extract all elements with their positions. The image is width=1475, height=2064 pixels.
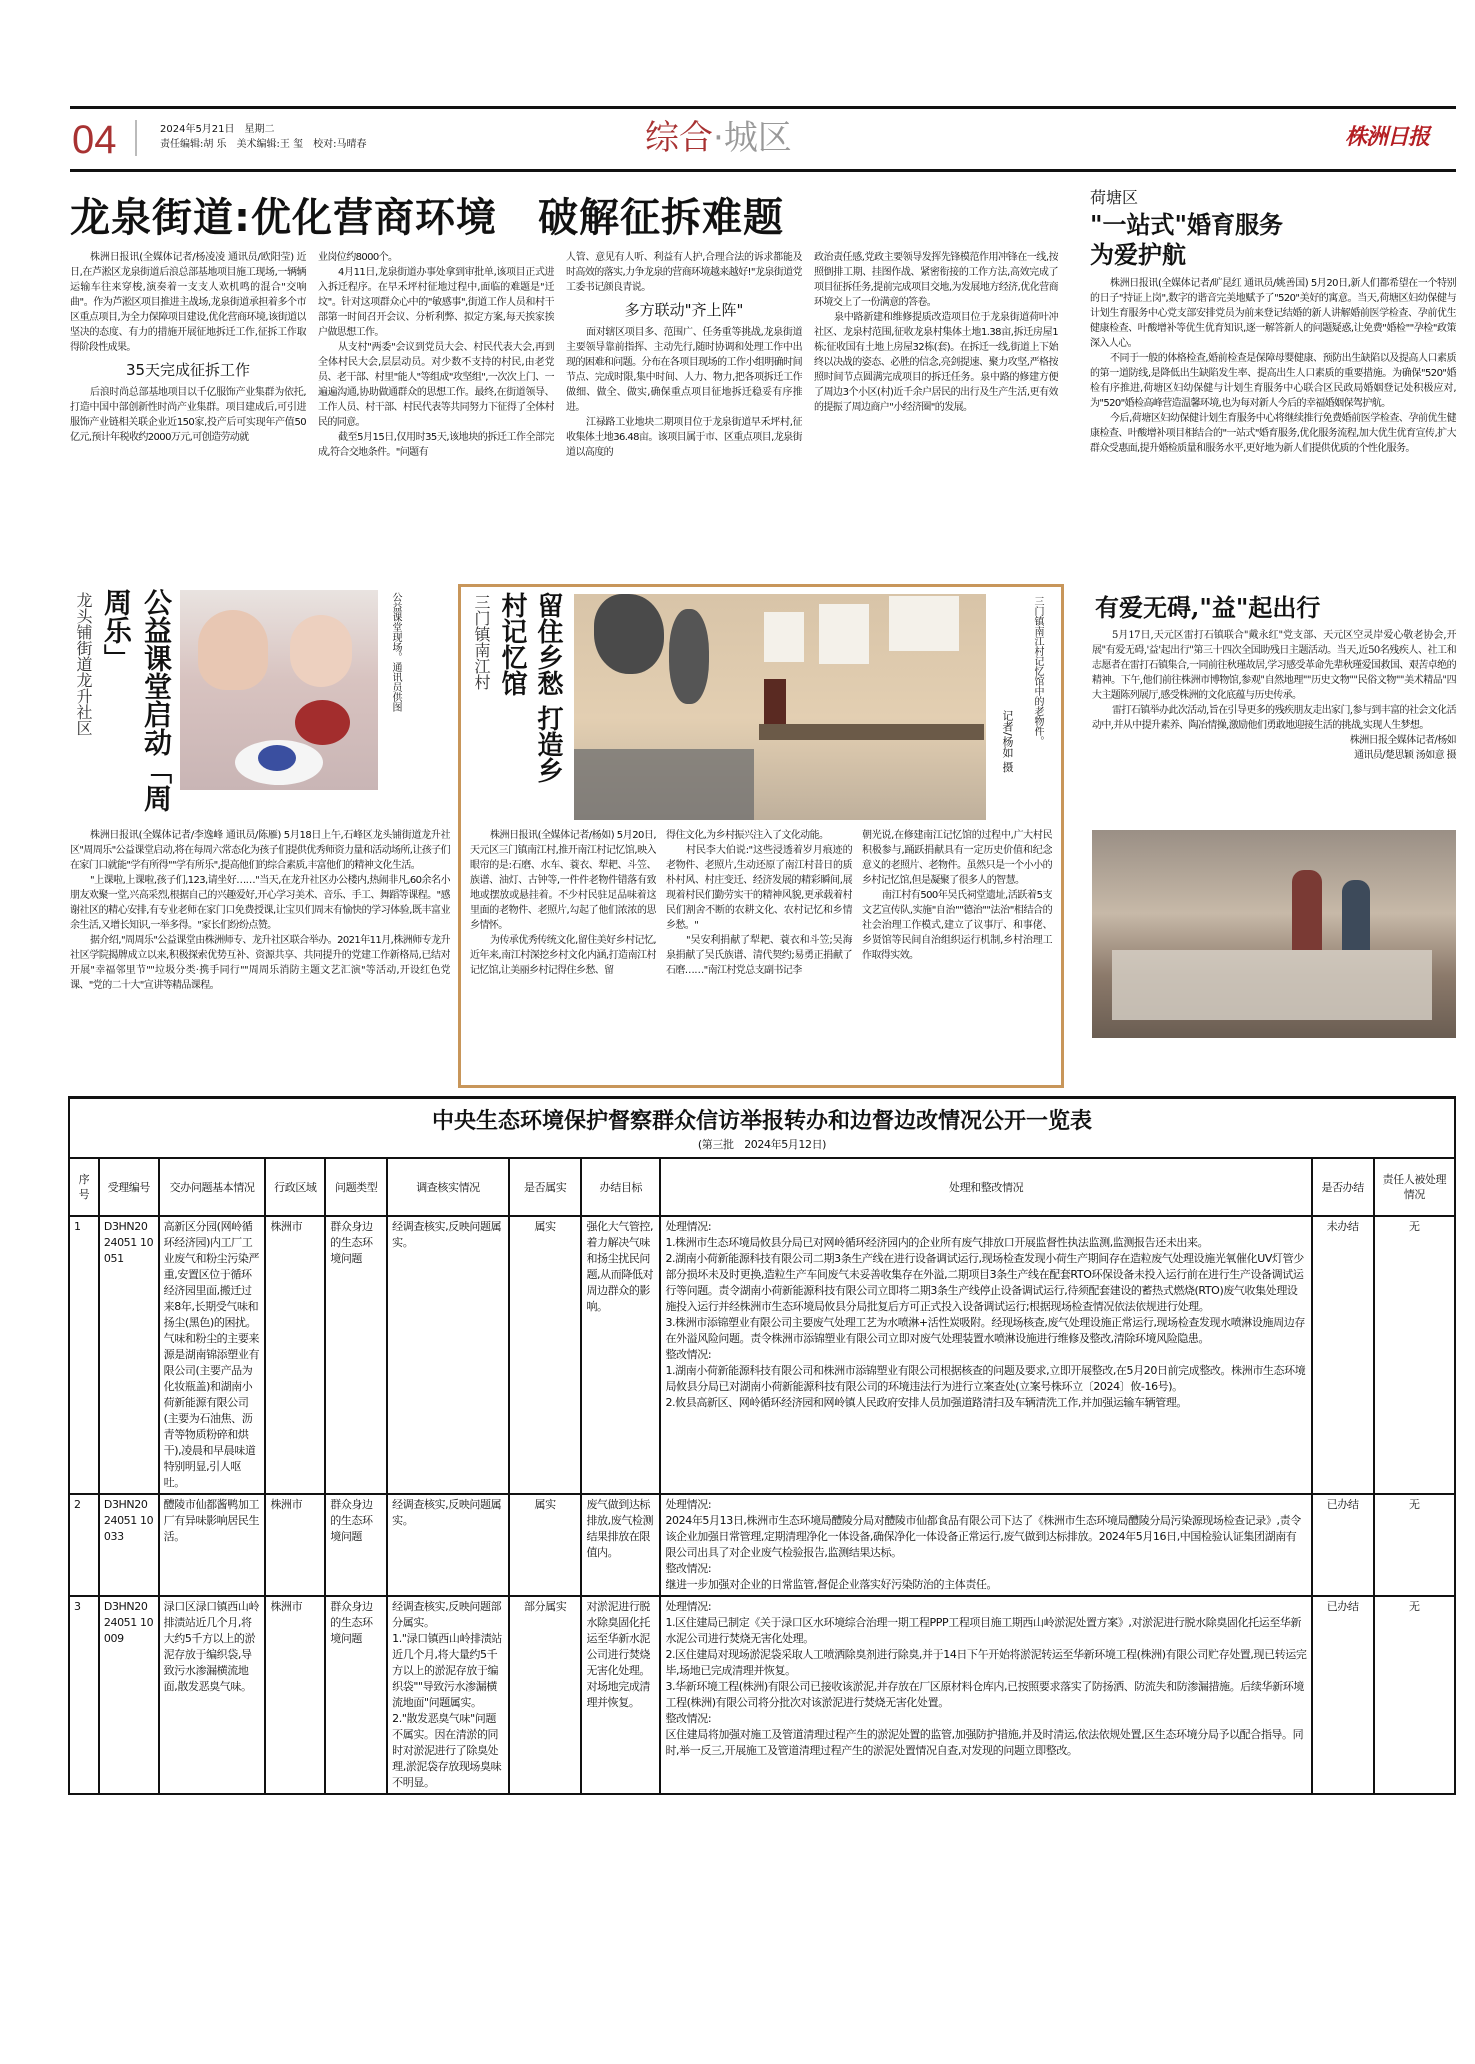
photo-credit: 记者/杨如 摄 [1001, 710, 1014, 773]
case-id: D3HN2024051 10051 [99, 1216, 159, 1494]
paragraph: 不同于一般的体格检查,婚前检查是保障母婴健康、预防出生缺陷以及提高人口素质的第一道防线,是降低出生缺陷发生率、提高出生人口素质的重要措施。为确保"520"婚检有序推进,荷塘区妇幼保健与计划生育服务中心联合区民政局婚姻登记处积极应对,为"520"婚检高峰营造温馨环境,也为每对新人今后的幸福婚姻保驾护航。 [1090, 353, 1456, 409]
paragraph: 政治责任感,党政主要领导发挥先锋模范作用冲锋在一线,按照倒排工期、挂图作战、紧密衔接的工作方法,高效完成了项目征拆任务,提前完成项目交地,为发展地方经济,优化营商环境交上了一份满意的答卷。 [814, 252, 1058, 308]
investigation: 经调查核实,反映问题属实。 [387, 1494, 509, 1596]
photo-caption: 公益课堂现场。通讯员供图 [390, 592, 401, 712]
handling-details: 处理情况: 1.株洲市生态环境局攸县分局已对网岭循环经济园内的企业所有废气排放口开展监督性执法监测,监测报告还未出来。 2.湖南小荷新能源科技有限公司二期3条生产线在进行设备调试运行,现场检查发现小荷生产期间存在造粒废气处理设施光氧催化UV灯管少部分损坏未及时更换,造粒生产车间废气未妥善收集存在外溢,二期项目3条生产线在配套RTO环保设备未投入运行前在进行生产设备调试运行等问题。责令湖南小荷新能源科技有限公司立即将二期3条生产线停止设备调试运行,待须配套建设的蓄热式燃烧(RTO)废气收集处理设施投入运行并经株洲市生态环境局攸县分局批复后方可正式投入设备调试运行;根据现场检查情况依法依规进行处理。 3.株洲市添锦塑业有限公司主要废气处理工艺为水喷淋+活性炭吸附。经现场核查,废气处理设施正常运行,现场检查发现水喷淋设施周边存在外溢风险问题。责令株洲市添锦塑业有限公司立即对废气处理装置水喷淋设施进行维修及整改,清除环境风险隐患。 整改情况: 1.湖南小荷新能源科技有限公司和株洲市添锦塑业有限公司根据核查的问题及要求,立即开展整改,在5月20日前完成整改。株洲市生态环境局攸县分局已对湖南小荷新能源科技有限公司的环境违法行为进行立案查处(立案号株环立〔2024〕攸-16号)。 2.攸县高新区、网岭循环经济园和网岭镇人民政府安排人员加强道路清扫及车辆清洗工作,并加强运输车辆管理。 [660, 1216, 1311, 1494]
closure-goal: 强化大气管控,着力解决气味和扬尘扰民问题,从而降低对周边群众的影响。 [581, 1216, 660, 1494]
paragraph: 南江村有500年吴氏祠堂遗址,活跃着5支文艺宣传队,实施"自治""德治""法治"相结合的社会治理工作模式,建立了议事厅、和事佬、乡贤馆等民间自治组织运行机制,乡村治理工作取得实效。 [862, 890, 1052, 961]
region: 株洲市 [265, 1596, 325, 1794]
child-face [198, 610, 268, 690]
lead-col-4 [814, 250, 1058, 576]
table-subtitle: (第三批 2024年5月12日) [697, 1138, 827, 1151]
verified-status: 属实 [509, 1494, 582, 1596]
section-dot: · [713, 118, 724, 158]
paragraph: 4月11日,龙泉街道办事处拿到审批单,该项目正式进入拆迁程序。在早禾坪村征地过程中,面临的难题是"迁坟"。针对这项群众心中的"敏感事",街道工作人员和村干部第一时间召开会议、分析利弊、拟定方案,每天挨家挨户做思想工作。 [318, 267, 554, 338]
paragraph: 业岗位约8000个。 [318, 252, 398, 263]
column-header: 调查核实情况 [387, 1158, 509, 1216]
display-board [764, 612, 804, 662]
article-kicker: 荷塘区 [1090, 188, 1139, 207]
editor-credits: 责任编辑:胡 乐 美术编辑:王 玺 校对:马晴春 [160, 139, 367, 150]
wooden-plank [759, 724, 984, 740]
region: 株洲市 [265, 1494, 325, 1596]
column-header: 行政区域 [265, 1158, 325, 1216]
straw-raincoat [669, 609, 709, 704]
verified-status: 部分属实 [509, 1596, 582, 1794]
feature-subtitle: 龙头铺街道龙升社区 [74, 592, 93, 736]
lead-col-3 [566, 250, 802, 576]
center-feature-col-1 [470, 828, 656, 1080]
title-line: "一站式"婚育服务 [1090, 210, 1284, 239]
column-header: 处理和整改情况 [660, 1158, 1311, 1216]
table-row [69, 1494, 1455, 1596]
paragraph: 面对辖区项目多、范围广、任务重等挑战,龙泉街道主要领导靠前指挥、主动先行,随时协调和处理工作中出现的困难和问题。分布在各项目现场的工作小组明确时间节点、完成时限,集中时间、人力、物力,把各项拆迁工作做细、做全、做实,确保重点项目征地拆迁稳妥有序推进。 [566, 327, 802, 413]
feature-title: 公益课堂启动「周周乐」 [100, 588, 173, 812]
paper-logo: 株洲日报 [1345, 124, 1430, 150]
column-header: 责任人被处理情况 [1374, 1158, 1455, 1216]
investigation: 经调查核实,反映问题属实。 [387, 1216, 509, 1494]
table-title: 中央生态环境保护督察群众信访举报转办和边督边改情况公开一览表 [431, 1109, 1092, 1134]
issue-description: 醴陵市仙都酱鸭加工厂有异味影响居民生活。 [159, 1494, 266, 1596]
column-header: 是否属实 [509, 1158, 582, 1216]
region: 株洲市 [265, 1216, 325, 1494]
paragraph: 株洲日报讯(全媒体记者/旷昆红 通讯员/姚善国) 5月20日,新人们都希望在一个特别的日子"持证上岗",数字的谐音完美地赋予了"520"美好的寓意。当天,荷塘区妇幼保健与计划生育服务中心党支部安排党员为前来登记结婚的新人讲解婚前医学检查、孕前优生健康检查、叶酸增补等优生优育知识,逐一解答新人的问题疑惑,让免费"婚检""孕检"政策深入人心。 [1090, 278, 1456, 349]
table-title-cell [69, 1098, 1455, 1159]
paragraph: 雷打石镇举办此次活动,旨在引导更多的残疾朋友走出家门,参与到丰富的社会文化活动中,并从中提升素养、陶冶情操,激励他们勇敢地迎接生活的挑战,实现人生梦想。 [1092, 705, 1456, 731]
closed-status: 已办结 [1312, 1596, 1374, 1794]
row-number: 2 [69, 1494, 99, 1596]
masthead-bottom-rule [70, 169, 1456, 172]
paragraph: 泉中路新建和维修提质改造项目位于龙泉街道荷叶冲社区、龙泉村范围,征收龙泉村集体土地1.38亩,拆迁房屋1栋;征收国有土地上房屋32栋(套)。在拆迁一线,街道上下始终以决战的姿态、必胜的信念,亮剑提速、聚力攻坚,严格按照时间节点圆满完成项目的拆迁任务。泉中路的修建方便了周边3个小区(村)近千余户居民的出行及生产生活,更有效的提振了周边商户"小经济圈"的发展。 [814, 312, 1058, 413]
lead-col-2 [318, 250, 554, 576]
verified-status: 属实 [509, 1216, 582, 1494]
accountability: 无 [1374, 1596, 1455, 1794]
clay-figure [258, 745, 296, 771]
closed-status: 已办结 [1312, 1494, 1374, 1596]
closed-status: 未办结 [1312, 1216, 1374, 1494]
closure-goal: 对淤泥进行脱水除臭固化托运至华新水泥公司进行焚烧无害化处理。对场地完成清理并恢复。 [581, 1596, 660, 1794]
handling-details: 处理情况: 2024年5月13日,株洲市生态环境局醴陵分局对醴陵市仙都食品有限公司下达了《株洲市生态环境局醴陵分局污染源现场检查记录》,责令该企业加强日常管理,定期清理净化一体设备,确保净化一体设备正常运行,废气做到达标排放。2024年5月16日,中国检验认证集团湖南有限公司出具了对企业废气检验报告,监测结果达标。 整改情况: 继进一步加强对企业的日常监管,督促企业落实好污染防治的主体责任。 [660, 1494, 1311, 1596]
table-title-row [69, 1098, 1455, 1159]
center-feature-col-3 [862, 828, 1052, 1080]
case-id: D3HN2024051 10033 [99, 1494, 159, 1596]
title-line: 为爱护航 [1090, 240, 1186, 269]
masthead-divider [135, 120, 137, 156]
column-header: 受理编号 [99, 1158, 159, 1216]
column-header: 是否办结 [1312, 1158, 1374, 1216]
subheading: 多方联动"齐上阵" [624, 301, 744, 319]
paragraph: 株洲日报讯(全媒体记者/杨如) 5月20日,天元区三门镇南江村,推开南江村记忆馆,映入眼帘的是:石磨、水车、蓑衣、犁耙、斗笠、族谱、油灯、古钟等,一件件老物件错落有致地或摆放或悬挂着。不少村民驻足品味着这里面的老物件、老照片,勾起了他们浓浓的思乡情怀。 [470, 830, 656, 931]
accountability: 无 [1374, 1494, 1455, 1596]
paragraph: 朝光说,在修建南江记忆馆的过程中,广大村民积极参与,踊跃捐献具有一定历史价值和纪念意义的老照片、老物件。虽然只是一个小小的乡村记忆馆,但是凝聚了很多人的智慧。 [862, 830, 1052, 886]
subheading: 35天完成征拆工作 [125, 361, 251, 379]
paragraph: 人管、意见有人听、利益有人护,合理合法的诉求都能及时高效的落实,力争龙泉的营商环境越来越好!"龙泉街道党工委书记颜良青说。 [566, 252, 802, 293]
column-header: 序号 [69, 1158, 99, 1216]
glass-display-case [574, 749, 754, 820]
display-case [1112, 950, 1432, 1020]
child-face [290, 615, 352, 687]
paragraph: 后浪时尚总部基地项目以千亿服饰产业集群为依托,打造中国中部创新性时尚产业集群。项目建成后,可引进服饰产业链相关联企业近150家,投产后可实现年产值50亿元,预计年税收约2000万元,可创造劳动就 [70, 387, 306, 443]
issue-type: 群众身边的生态环境问题 [325, 1596, 387, 1794]
old-clock [764, 679, 786, 724]
museum-visit-photo [1092, 830, 1456, 1038]
paragraph: 株洲日报讯(全媒体记者/杨凌凌 通讯员/欧阳莹) 近日,在芦淞区龙泉街道后浪总部基地项目施工现场,一辆辆运输车往来穿梭,演奏着一支支人欢机鸣的混合"交响曲"。作为芦淞区项目推进主战场,龙泉街道承担着多个市区重点项目,为全力保障项目建设,优化营商环境,该街道以坚决的态度、有力的措施开展征地拆迁工作,征拆工作取得阶段性成果。 [70, 252, 306, 353]
table-header-row [69, 1158, 1455, 1216]
paragraph: "吴安利捐献了犁耙、蓑衣和斗笠;吴海泉捐献了吴氏族谱、清代契约;易勇正捐献了石磨……"南江村党总支副书记李 [666, 935, 852, 976]
closure-goal: 废气做到达标排放,废气检测结果排放在限值内。 [581, 1494, 660, 1596]
children-class-photo [180, 590, 378, 790]
paragraph: "上课啦,上课啦,孩子们,123,请坐好……"当天,在龙升社区办公楼内,热闹非凡,60余名小朋友欢聚一堂,兴高采烈,根据自己的兴趣爱好,开心学习美术、音乐、手工、舞蹈等课程。"感谢社区的精心安排,有专业老师在家门口免费授课,让宝贝们周末有愉快的学习体验,既丰富业余生活,又增长知识,一举多得。"家长们纷纷点赞。 [70, 875, 450, 931]
table-row [69, 1596, 1455, 1794]
photo-caption: 三门镇南江村记忆馆中的老物件。 [1032, 596, 1043, 746]
paragraph: 今后,荷塘区妇幼保健计划生育服务中心将继续推行免费婚前医学检查、孕前优生健康检查、叶酸增补项目相结合的"一站式"婚育服务,优化服务流程,加大优生优育宣传,扩大群众受惠面,提升婚检质量和服务水平,更好地为新人们提供优质的个性化服务。 [1090, 413, 1456, 454]
feature-title: 留住乡愁 打造乡村记忆馆 [497, 592, 563, 784]
paragraph: 据介绍,"周周乐"公益课堂由株洲师专、龙升社区联合举办。2021年11月,株洲师专龙升社区学院揭牌成立以来,积极探索优势互补、资源共享、共同提升的党建工作新格局,已结对开展"幸福邻里节""垃圾分类·携手同行""周周乐消防主题文艺汇演"等活动,开设红色党课、"党的二十大"宣讲等精品课程。 [70, 935, 450, 991]
clay-plate [295, 700, 350, 745]
paragraph: 村民李大伯说:"这些浸透着岁月痕迹的老物件、老照片,生动还原了南江村昔日的质朴村风、村庄变迁、经济发展的精彩瞬间,展现着村民们勤劳实干的精神风貌,更承载着村民们割舍不断的农耕文化、农村记忆和乡情乡愁。" [666, 845, 852, 931]
display-board [889, 596, 959, 651]
left-feature-body [70, 828, 450, 1090]
issue-type: 群众身边的生态环境问题 [325, 1216, 387, 1494]
memory-hall-photo [574, 594, 986, 820]
issue-type: 群众身边的生态环境问题 [325, 1494, 387, 1596]
right-article-2-body [1092, 628, 1456, 824]
issue-date: 2024年5月21日 星期二 [160, 124, 275, 135]
issue-description: 高新区分园(网岭循环经济园)内工厂工业废气和粉尘污染严重,安置区位于循环经济园里面,搬迁过来8年,长期受气味和扬尘(黑色)的困扰。气味和粉尘的主要来源是湖南锦添塑业有限公司(主要产品为化妆瓶盖)和湖南小荷新能源有限公司(主要为石油焦、沥青等物质粉碎和烘干),凌晨和早晨味道特别明显,引人呕吐。 [159, 1216, 266, 1494]
center-feature-col-2 [666, 828, 852, 1080]
handling-details: 处理情况: 1.区住建局已制定《关于渌口区水环境综合治理一期工程PPP工程项目施工期西山岭淤泥处置方案》,对淤泥进行脱水除臭固化托运至华新水泥公司进行焚烧无害化处理。 2.区住建局对现场淤泥袋采取人工喷洒除臭剂进行除臭,并于14日下午开始将淤泥转运至华新环境工程(株洲)有限公司贮存处置,现已转运完毕,场地已完成清理并恢复。 3.华新环境工程(株洲)有限公司已接收该淤泥,并存放在厂区原材料仓库内,已按照要求落实了防扬洒、防流失和防渗漏措施。后续华新环境工程(株洲)有限公司将分批次对该淤泥进行焚烧无害化处置。 整改情况: 区住建局将加强对施工及管道清理过程产生的淤泥处置的监管,加强防护措施,并及时清运,依法依规处置,区生态环境分局予以配合指导。同时,举一反三,开展施工及管道清理过程产生的淤泥处置情况自查,对发现的问题立即整改。 [660, 1596, 1311, 1794]
row-number: 3 [69, 1596, 99, 1794]
paragraph: 5月17日,天元区雷打石镇联合"戴永红"党支部、天元区空灵岸爱心敬老协会,开展"有爱无碍,'益'起出行"第三十四次全国助残日主题活动。当天,近50名残疾人、社工和志愿者在雷打石镇集合,一同前往秋瑾故居,学习感受革命先辈秋瑾爱国救国、艰苦卓绝的精神。下午,他们前往株洲市博物馆,参观"自然地理""历史文物""民俗文物""美术精品"四大主题陈列展厅,感受株洲的文化底蕴与历史传承。 [1092, 630, 1456, 701]
visitor [1342, 880, 1370, 950]
paragraph: 江禄路工业地块二期项目位于龙泉街道早禾坪村,征收集体土地36.48亩。该项目属于市、区重点项目,龙泉街道以高度的 [566, 417, 802, 458]
display-board [819, 604, 869, 664]
column-header: 办结目标 [581, 1158, 660, 1216]
masthead-meta [160, 122, 366, 152]
section-sub: 城区 [723, 118, 792, 158]
article-title: 有爱无碍,"益"起出行 [1095, 593, 1321, 622]
lead-col-1 [70, 250, 306, 576]
feature-subtitle: 三门镇南江村 [472, 594, 491, 690]
section-title [645, 113, 792, 163]
row-number: 1 [69, 1216, 99, 1494]
issue-description: 渌口区渌口镇西山岭排渍站近几个月,将大约5千方以上的淤泥存放于编织袋,导致污水渗漏横流地面,散发恶臭气味。 [159, 1596, 266, 1794]
paragraph: 为传承优秀传统文化,留住美好乡村记忆,近年来,南江村深挖乡村文化内涵,打造南江村记忆馆,让美丽乡村记得住乡愁、留 [470, 935, 656, 976]
table-row [69, 1216, 1455, 1494]
photo-credit: 株洲日报全媒体记者/杨如 [1349, 735, 1456, 746]
column-header: 问题类型 [325, 1158, 387, 1216]
paragraph: 株洲日报讯(全媒体记者/李逸峰 通讯员/陈雁) 5月18日上午,石峰区龙头铺街道龙升社区"周周乐"公益课堂启动,将在每周六常态化为孩子们提供优秀师资力量和活动场所,让孩子们在家门口就能"学有所得""学有所乐",提高他们的综合素质,丰富他们的精神文化生活。 [70, 830, 450, 871]
article-title [1090, 210, 1283, 270]
section-main: 综合 [645, 118, 713, 158]
top-rule [70, 106, 1456, 109]
straw-raincoat [594, 594, 664, 674]
visitor [1292, 870, 1322, 950]
paragraph: 截至5月15日,仅用时35天,该地块的拆迁工作全部完成,符合交地条件。"问题有 [318, 432, 554, 458]
photo-credit: 通讯员/楚思颖 汤如意 摄 [1354, 750, 1456, 761]
inspection-table [68, 1096, 1456, 1795]
paragraph: 得住文化,为乡村振兴注入了文化动能。 [666, 830, 829, 841]
right-article-1-body [1090, 276, 1456, 582]
investigation: 经调查核实,反映问题部分属实。 1."渌口镇西山岭排渍站近几个月,将大量约5千方以上的淤泥存放于编织袋""导致污水渗漏横流地面"问题属实。 2."散发恶臭气味"问题不属实。因在清淤的同时对淤泥进行了除臭处理,淤泥袋存放现场臭味不明显。 [387, 1596, 509, 1794]
lead-headline: 龙泉街道:优化营商环境 破解征拆难题 [70, 195, 784, 241]
column-header: 交办问题基本情况 [159, 1158, 266, 1216]
paragraph: 从支村"两委"会议到党员大会、村民代表大会,再到全体村民大会,层层动员。对少数不支持的村民,由老党员、老干部、村里"能人"等组成"攻坚组",一次次上门、一遍遍沟通,协助做通群众的思想工作。最终,在街道领导、工作人员、村干部、村民代表等共同努力下征得了全体村民的同意。 [318, 342, 554, 428]
page-number: 04 [72, 118, 117, 162]
case-id: D3HN2024051 10009 [99, 1596, 159, 1794]
accountability: 无 [1374, 1216, 1455, 1494]
